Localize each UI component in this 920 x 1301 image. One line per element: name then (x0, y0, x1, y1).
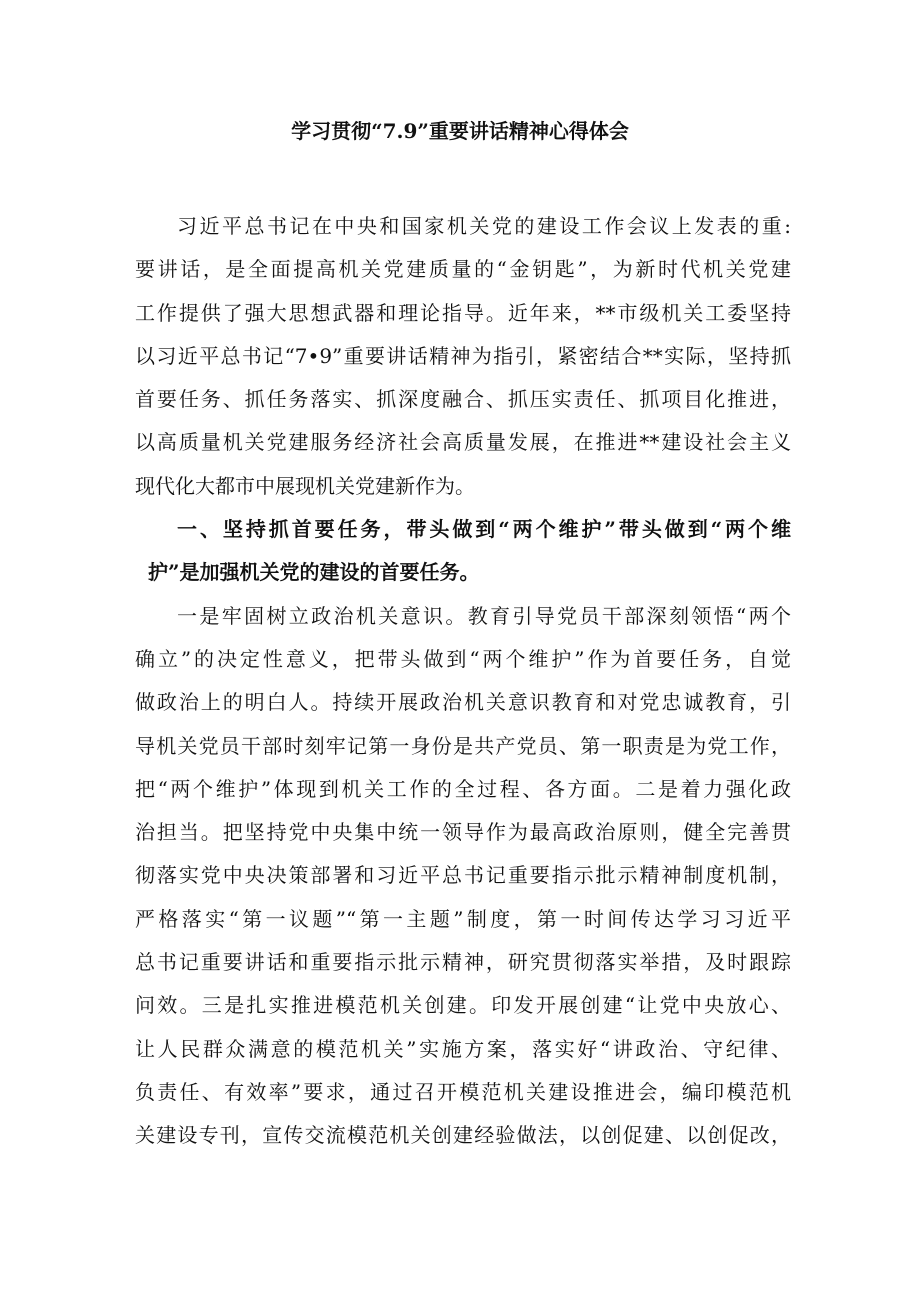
paragraph-line: 导机关党员干部时刻牢记第一身份是共产党员、第一职责是为党工作， (135, 733, 791, 758)
paragraph-line: 确立”的决定性意义，把带头做到“两个维护”作为首要任务，自觉 (135, 646, 791, 671)
document-title: 学习贯彻“7.9”重要讲话精神心得体会 (291, 119, 629, 143)
paragraph-line: 一是牢固树立政治机关意识。教育引导党员干部深刻领悟“两个 (177, 603, 791, 628)
paragraph-line: 把“两个维护”体现到机关工作的全过程、各方面。二是着力强化政 (135, 776, 791, 801)
paragraph-line: 做政治上的明白人。持续开展政治机关意识教育和对党忠诚教育，引 (135, 690, 791, 715)
document-body (135, 205, 791, 1158)
paragraph-line: 总书记重要讲话和重要指示批示精神，研究贯彻落实举措，及时跟踪 (135, 950, 791, 975)
paragraph-line: 彻落实党中央决策部署和习近平总书记重要指示批示精神制度机制， (135, 863, 791, 888)
paragraph-line: 让人民群众满意的模范机关”实施方案，落实好“讲政治、守纪律、 (135, 1036, 791, 1061)
section-paragraph (135, 595, 791, 1158)
heading-line: 护”是加强机关党的建设的首要任务。 (148, 560, 480, 585)
paragraph-line: 严格落实“第一议题”“第一主题”制度，第一时间传达学习习近平 (135, 906, 791, 931)
paragraph-line: 关建设专刊，宣传交流模范机关创建经验做法，以创促建、以创促改， (135, 1123, 791, 1148)
paragraph-line: 现代化大都市中展现机关党建新作为。 (135, 473, 475, 498)
paragraph-line: 以习近平总书记“7•9”重要讲话精神为指引，紧密结合**实际，坚持抓 (135, 343, 791, 368)
heading-line: 一、坚持抓首要任务，带头做到“两个维护”带头做到“两个维 (177, 517, 791, 542)
paragraph-line: 工作提供了强大思想武器和理论指导。近年来，**市级机关工委坚持 (135, 300, 791, 325)
section-heading (135, 508, 791, 595)
paragraph-line: 负责任、有效率”要求，通过召开模范机关建设推进会，编印模范机 (135, 1079, 791, 1104)
paragraph-line: 首要任务、抓任务落实、抓深度融合、抓压实责任、抓项目化推进， (135, 387, 791, 412)
paragraph-line: 治担当。把坚持党中央集中统一领导作为最高政治原则，健全完善贯 (135, 820, 791, 845)
intro-paragraph (135, 205, 791, 508)
paragraph-line: 要讲话，是全面提高机关党建质量的“金钥匙”，为新时代机关党建 (135, 257, 791, 282)
paragraph-line: 以高质量机关党建服务经济社会高质量发展，在推进**建设社会主义 (135, 430, 791, 455)
paragraph-line: 习近平总书记在中央和国家机关党的建设工作会议上发表的重: (177, 214, 791, 238)
paragraph-line: 问效。三是扎实推进模范机关创建。印发开展创建“让党中央放心、 (135, 993, 791, 1018)
